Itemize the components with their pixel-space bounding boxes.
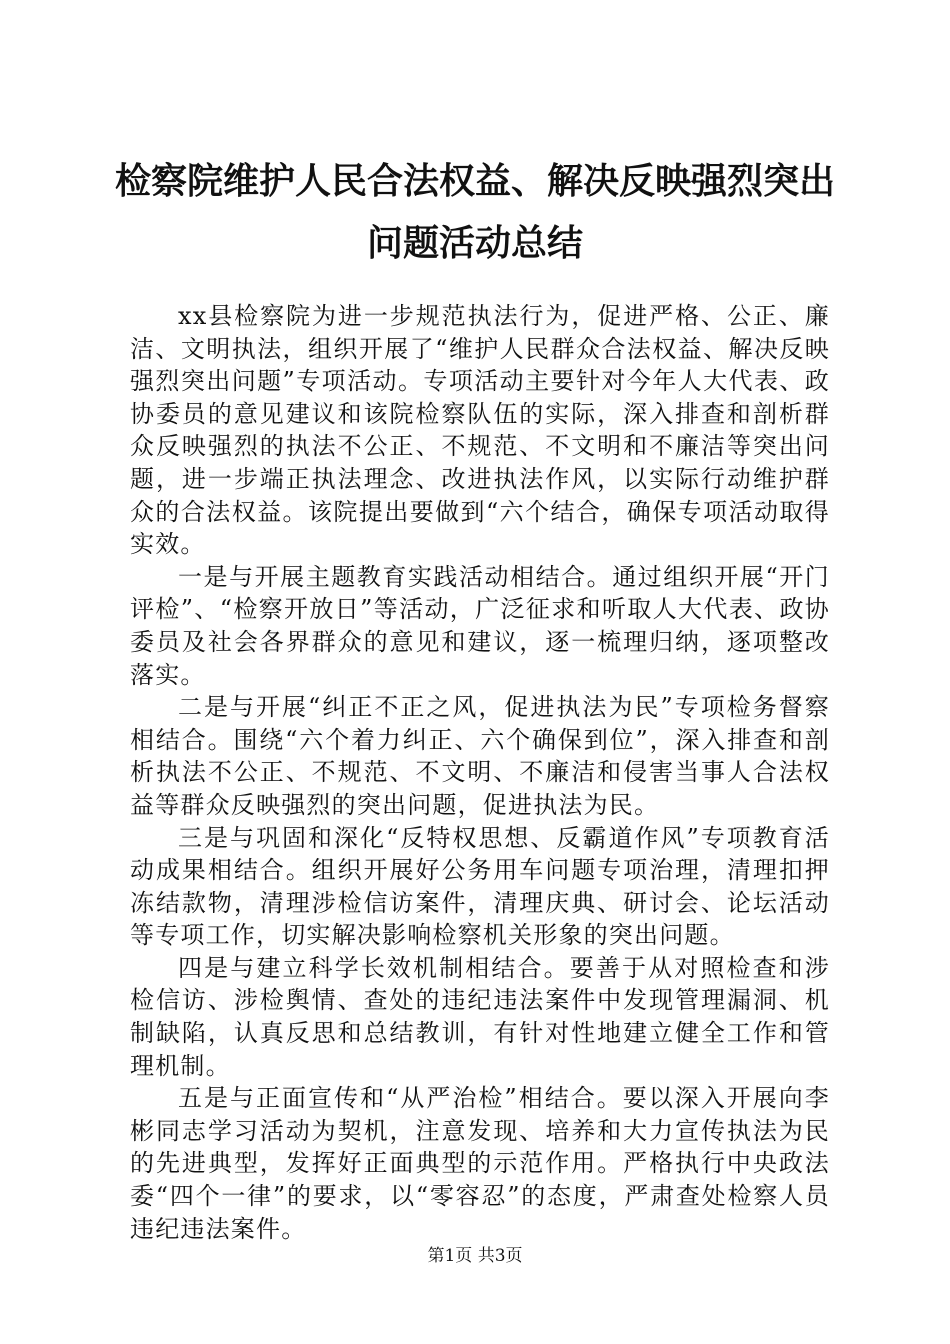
paragraph: 四是与建立科学长效机制相结合。要善于从对照检查和涉检信访、涉检舆情、查处的违纪违法案件中发现管理漏洞、机制缺陷，认真反思和总结教训，有针对性地建立健全工作和管理机制。 — [130, 953, 830, 1080]
paragraph: xx县检察院为进一步规范执法行为，促进严格、公正、廉洁、文明执法，组织开展了“维护人民群众合法权益、解决反映强烈突出问题”专项活动。专项活动主要针对今年人大代表、政协委员的意见建议和该院检察队伍的实际，深入排查和剖析群众反映强烈的执法不公正、不规范、不文明和不廉洁等突出问题，进一步端正执法理念、改进执法作风，以实际行动维护群众的合法权益。该院提出要做到“六个结合，确保专项活动取得实效。 — [130, 302, 830, 559]
document-body — [130, 300, 830, 1245]
document-title-line-1: 检察院维护人民合法权益、解决反映强烈突出 — [114, 160, 835, 202]
document-title-line-2: 问题活动总结 — [366, 222, 583, 264]
page-footer: 第1页 共3页 — [427, 1246, 523, 1266]
paragraph: 五是与正面宣传和“从严治检”相结合。要以深入开展向李彬同志学习活动为契机，注意发现、培养和大力宣传执法为民的先进典型，发挥好正面典型的示范作用。严格执行中央政法委“四个一律”的要求，以“零容忍”的态度，严肃查处检察人员违纪违法案件。 — [130, 1084, 830, 1243]
paragraph: 三是与巩固和深化“反特权思想、反霸道作风”专项教育活动成果相结合。组织开展好公务用车问题专项治理，清理扣押冻结款物，清理涉检信访案件，清理庆典、研讨会、论坛活动等专项工作，切实解决影响检察机关形象的突出问题。 — [130, 823, 830, 950]
paragraph: 一是与开展主题教育实践活动相结合。通过组织开展“开门评检”、“检察开放日”等活动，广泛征求和听取人大代表、政协委员及社会各界群众的意见和建议，逐一梳理归纳，逐项整改落实。 — [130, 562, 830, 689]
paragraph: 二是与开展“纠正不正之风，促进执法为民”专项检务督察相结合。围绕“六个着力纠正、六个确保到位”，深入排查和剖析执法不公正、不规范、不文明、不廉洁和侵害当事人合法权益等群众反映强烈的突出问题，促进执法为民。 — [130, 693, 830, 819]
